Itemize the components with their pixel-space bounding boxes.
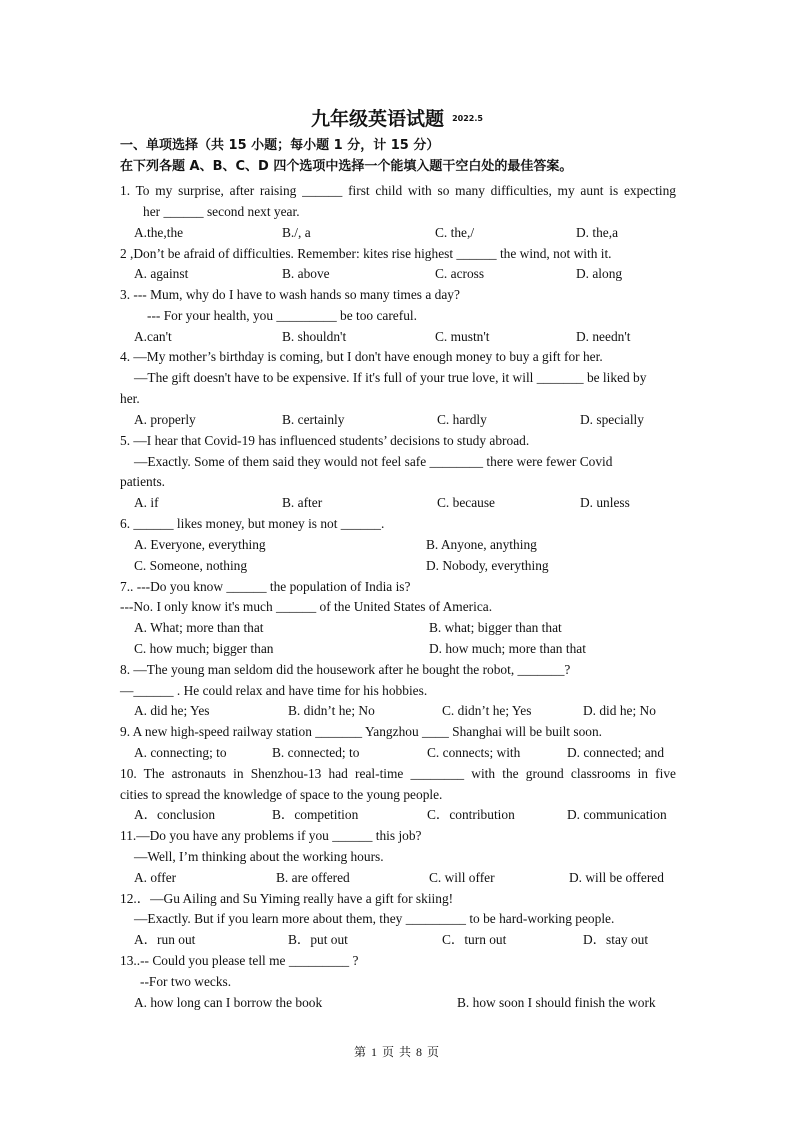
question-line: —Exactly. But if you learn more about them, they _________ to be hard-working people.: [134, 911, 615, 926]
option: C. Someone, nothing: [134, 558, 248, 573]
question-line: 12.．—Gu Ailing and Su Yiming really have a gift for skiing!: [120, 891, 454, 906]
option: D．stay out: [583, 932, 649, 947]
option: A．conclusion: [134, 807, 216, 822]
exam-title: [0, 104, 794, 131]
option: B．put out: [288, 932, 348, 947]
question-line: —Well, I’m thinking about the working hours.: [134, 849, 384, 864]
option: A. did he; Yes: [134, 703, 210, 718]
option: B. above: [282, 266, 330, 281]
question-line: 5. —I hear that Covid-19 has influenced students’ decisions to study abroad.: [120, 433, 530, 448]
option: C. will offer: [429, 870, 495, 885]
question-line: 1. To my surprise, after raising ______ first child with so many difficulties, my aunt is expecting: [120, 183, 676, 198]
option: A. offer: [134, 870, 177, 885]
section-heading: 一、单项选择（共 15 小题；每小题 1 分，计 15 分）: [120, 138, 440, 153]
option: B. how soon I should finish the work: [457, 995, 656, 1010]
option: A.can't: [134, 329, 172, 344]
option: A.the,the: [134, 225, 184, 240]
question-line: --For two wecks.: [140, 974, 232, 989]
option: B. connected; to: [272, 745, 360, 760]
question-line: ---No. I only know it's much ______ of the United States of America.: [120, 599, 493, 614]
option: B. certainly: [282, 412, 345, 427]
option: D. how much; more than that: [429, 641, 586, 656]
exam-date: 2022.5: [452, 114, 483, 123]
option: C. because: [437, 495, 496, 510]
option: D. the,a: [576, 225, 619, 240]
option: C. hardly: [437, 412, 487, 427]
option: C. connects; with: [427, 745, 521, 760]
option: A. if: [134, 495, 159, 510]
option: B. are offered: [276, 870, 350, 885]
option: A. What; more than that: [134, 620, 264, 635]
option: C．contribution: [427, 807, 515, 822]
option: A. properly: [134, 412, 196, 427]
option: C. across: [435, 266, 485, 281]
question-line: --- For your health, you _________ be too careful.: [147, 308, 417, 323]
question-line: —The gift doesn't have to be expensive. If it's full of your true love, it will _______ be liked by: [134, 370, 647, 385]
option: B. Anyone, anything: [426, 537, 537, 552]
option: B. after: [282, 495, 323, 510]
section-instruction: 在下列各题 A、B、C、D 四个选项中选择一个能填入题干空白处的最佳答案。: [120, 159, 573, 174]
option: D. specially: [580, 412, 644, 427]
option: B. shouldn't: [282, 329, 347, 344]
question-line: 4. —My mother’s birthday is coming, but I don't have enough money to buy a gift for her.: [120, 349, 603, 364]
option: C. mustn't: [435, 329, 490, 344]
page-footer: 第 1 页 共 8 页: [353, 1045, 440, 1059]
option: D. unless: [580, 495, 630, 510]
question-line: cities to spread the knowledge of space to the young people.: [120, 787, 443, 802]
question-line: —Exactly. Some of them said they would not feel safe ________ there were fewer Covid: [134, 454, 613, 469]
option: C. didn’t he; Yes: [442, 703, 532, 718]
option: A. how long can I borrow the book: [134, 995, 323, 1010]
option: D. did he; No: [583, 703, 656, 718]
question-line: 10. The astronauts in Shenzhou-13 had real-time ________ with the ground classrooms in five: [120, 766, 676, 781]
option: B. what; bigger than that: [429, 620, 562, 635]
question-line: 7.. ---Do you know ______ the population of India is?: [120, 579, 411, 594]
question-line: 3. --- Mum, why do I have to wash hands so many times a day?: [120, 287, 460, 302]
option: B. didn’t he; No: [288, 703, 375, 718]
option: A. against: [134, 266, 189, 281]
question-line: 9. A new high-speed railway station _______ Yangzhou ____ Shanghai will be built soon.: [120, 724, 603, 739]
option: D. Nobody, everything: [426, 558, 549, 573]
question-line: 13..-- Could you please tell me _________ ?: [120, 953, 359, 968]
option: C. how much; bigger than: [134, 641, 274, 656]
question-line: —______ . He could relax and have time for his hobbies.: [120, 683, 428, 698]
option: B．competition: [272, 807, 359, 822]
question-line: 6. ______ likes money, but money is not ______.: [120, 516, 385, 531]
option: D. connected; and: [567, 745, 665, 760]
question-line: her ______ second next year.: [143, 204, 300, 219]
question-line: 8. —The young man seldom did the housework after he bought the robot, _______?: [120, 662, 571, 677]
option: D. needn't: [576, 329, 631, 344]
question-line: patients.: [120, 474, 165, 489]
option: C．turn out: [442, 932, 507, 947]
question-line: 2 ,Don’t be afraid of difficulties. Remember: kites rise highest ______ the wind, not with it.: [120, 246, 612, 261]
option: A. connecting; to: [134, 745, 227, 760]
option: D. along: [576, 266, 623, 281]
option: C. the,/: [435, 225, 475, 240]
question-line: her.: [120, 391, 140, 406]
exam-title-text: 九年级英语试题: [311, 108, 445, 130]
option: A．run out: [134, 932, 196, 947]
question-line: 11.—Do you have any problems if you ______ this job?: [120, 828, 422, 843]
option: B./, a: [282, 225, 311, 240]
option: D. communication: [567, 807, 667, 822]
option: D. will be offered: [569, 870, 664, 885]
option: A. Everyone, everything: [134, 537, 266, 552]
